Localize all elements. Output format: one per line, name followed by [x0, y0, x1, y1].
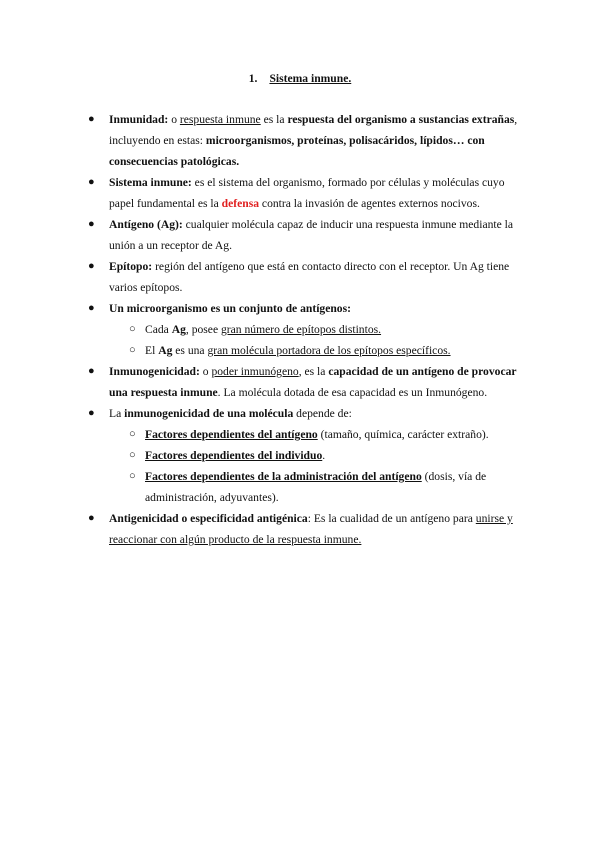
list-item-microorganismo — [0, 298, 600, 361]
term-antigeno: Antígeno (Ag): — [109, 218, 183, 231]
underlined-text: gran número de epítopos distintos. — [221, 323, 382, 336]
sub-item — [109, 445, 530, 466]
bullet-icon: ● — [88, 260, 95, 272]
bold-text: microorganismos, proteínas, polisacáridos, lípidos… con consecuencias patológicas. — [109, 134, 485, 168]
list-item-antigeno — [0, 214, 600, 256]
circle-bullet-icon: ○ — [129, 344, 136, 356]
title-text: Sistema inmune. — [269, 72, 352, 85]
underlined-text: gran molécula portadora de los epítopos específicos. — [207, 344, 451, 357]
circle-bullet-icon: ○ — [129, 323, 136, 335]
text: región del antígeno que está en contacto directo con el receptor. Un Ag tiene varios epítopos. — [109, 260, 510, 294]
underlined-text: unirse y reaccionar con algún producto de la respuesta inmune. — [109, 512, 513, 546]
text: cualquier molécula capaz de inducir una respuesta inmune mediante la unión a un receptor de Ag. — [109, 218, 514, 252]
list-item-inmunidad — [0, 109, 600, 172]
text: o — [199, 365, 212, 378]
term-microorganismo: Un microorganismo es un conjunto de antígenos: — [109, 302, 351, 315]
text: contra la invasión de agentes externos nocivos. — [259, 197, 480, 210]
factor-label: Factores dependientes del individuo — [145, 449, 323, 462]
term-inmunogenicidad: Inmunogenicidad: — [109, 365, 200, 378]
term-sistema-inmune: Sistema inmune: — [109, 176, 192, 189]
bullet-icon: ● — [88, 512, 95, 524]
sub-list — [109, 319, 530, 361]
bold-text: Ag — [158, 344, 173, 357]
text: Cada — [145, 323, 172, 336]
bold-text: inmunogenicidad de una molécula — [124, 407, 294, 420]
underlined-text: poder inmunógeno — [211, 365, 299, 378]
bullet-icon: ● — [88, 407, 95, 419]
circle-bullet-icon: ○ — [129, 449, 136, 461]
text: es la — [260, 113, 288, 126]
bullet-icon: ● — [88, 176, 95, 188]
term-antigenicidad: Antigenicidad o especificidad antigénica — [109, 512, 308, 525]
bullet-icon: ● — [88, 302, 95, 314]
circle-bullet-icon: ○ — [129, 428, 136, 440]
text: La — [109, 407, 125, 420]
bold-text: capacidad de un antígeno de provocar una respuesta inmune — [109, 365, 517, 399]
factor-label: Factores dependientes del antígeno — [145, 428, 318, 441]
content-list — [0, 109, 600, 550]
text: . — [322, 449, 326, 462]
title-number: 1. — [248, 72, 258, 85]
highlighted-red-text: defensa — [221, 197, 260, 210]
text: . La molécula dotada de esa capacidad es un Inmunógeno. — [217, 386, 488, 399]
page-title — [0, 68, 600, 89]
list-item-sistema-inmune — [0, 172, 600, 214]
text: El — [145, 344, 159, 357]
factor-label: Factores dependientes de la administración del antígeno — [145, 470, 422, 483]
bold-text: respuesta del organismo a sustancias extrañas — [287, 113, 515, 126]
circle-bullet-icon: ○ — [129, 470, 136, 482]
list-item-factores — [0, 403, 600, 508]
text: depende de: — [293, 407, 352, 420]
sub-list — [109, 424, 530, 508]
text: , posee — [185, 323, 221, 336]
text: , es la — [298, 365, 329, 378]
term-epitopo: Epítopo: — [109, 260, 153, 273]
sub-item — [109, 466, 530, 508]
list-item-epitopo — [0, 256, 600, 298]
sub-item — [109, 424, 530, 445]
text: es el sistema del organismo, formado por células y moléculas cuyo papel fundamental es la — [109, 176, 505, 210]
sub-item — [109, 340, 530, 361]
bullet-icon: ● — [88, 113, 95, 125]
sub-item — [109, 319, 530, 340]
bullet-icon: ● — [88, 218, 95, 230]
text: : Es la cualidad de un antígeno para — [307, 512, 476, 525]
list-item-antigenicidad — [0, 508, 600, 550]
text: (dosis, vía de administración, adyuvantes). — [145, 470, 487, 504]
list-item-inmunogenicidad — [0, 361, 600, 403]
text: , incluyendo en estas: — [109, 113, 518, 147]
text: (tamaño, química, carácter extraño). — [317, 428, 489, 441]
bold-text: Ag — [171, 323, 186, 336]
text: o — [168, 113, 180, 126]
underlined-text: respuesta inmune — [179, 113, 261, 126]
text: es una — [172, 344, 208, 357]
bullet-icon: ● — [88, 365, 95, 377]
term-inmunidad: Inmunidad: — [109, 113, 169, 126]
